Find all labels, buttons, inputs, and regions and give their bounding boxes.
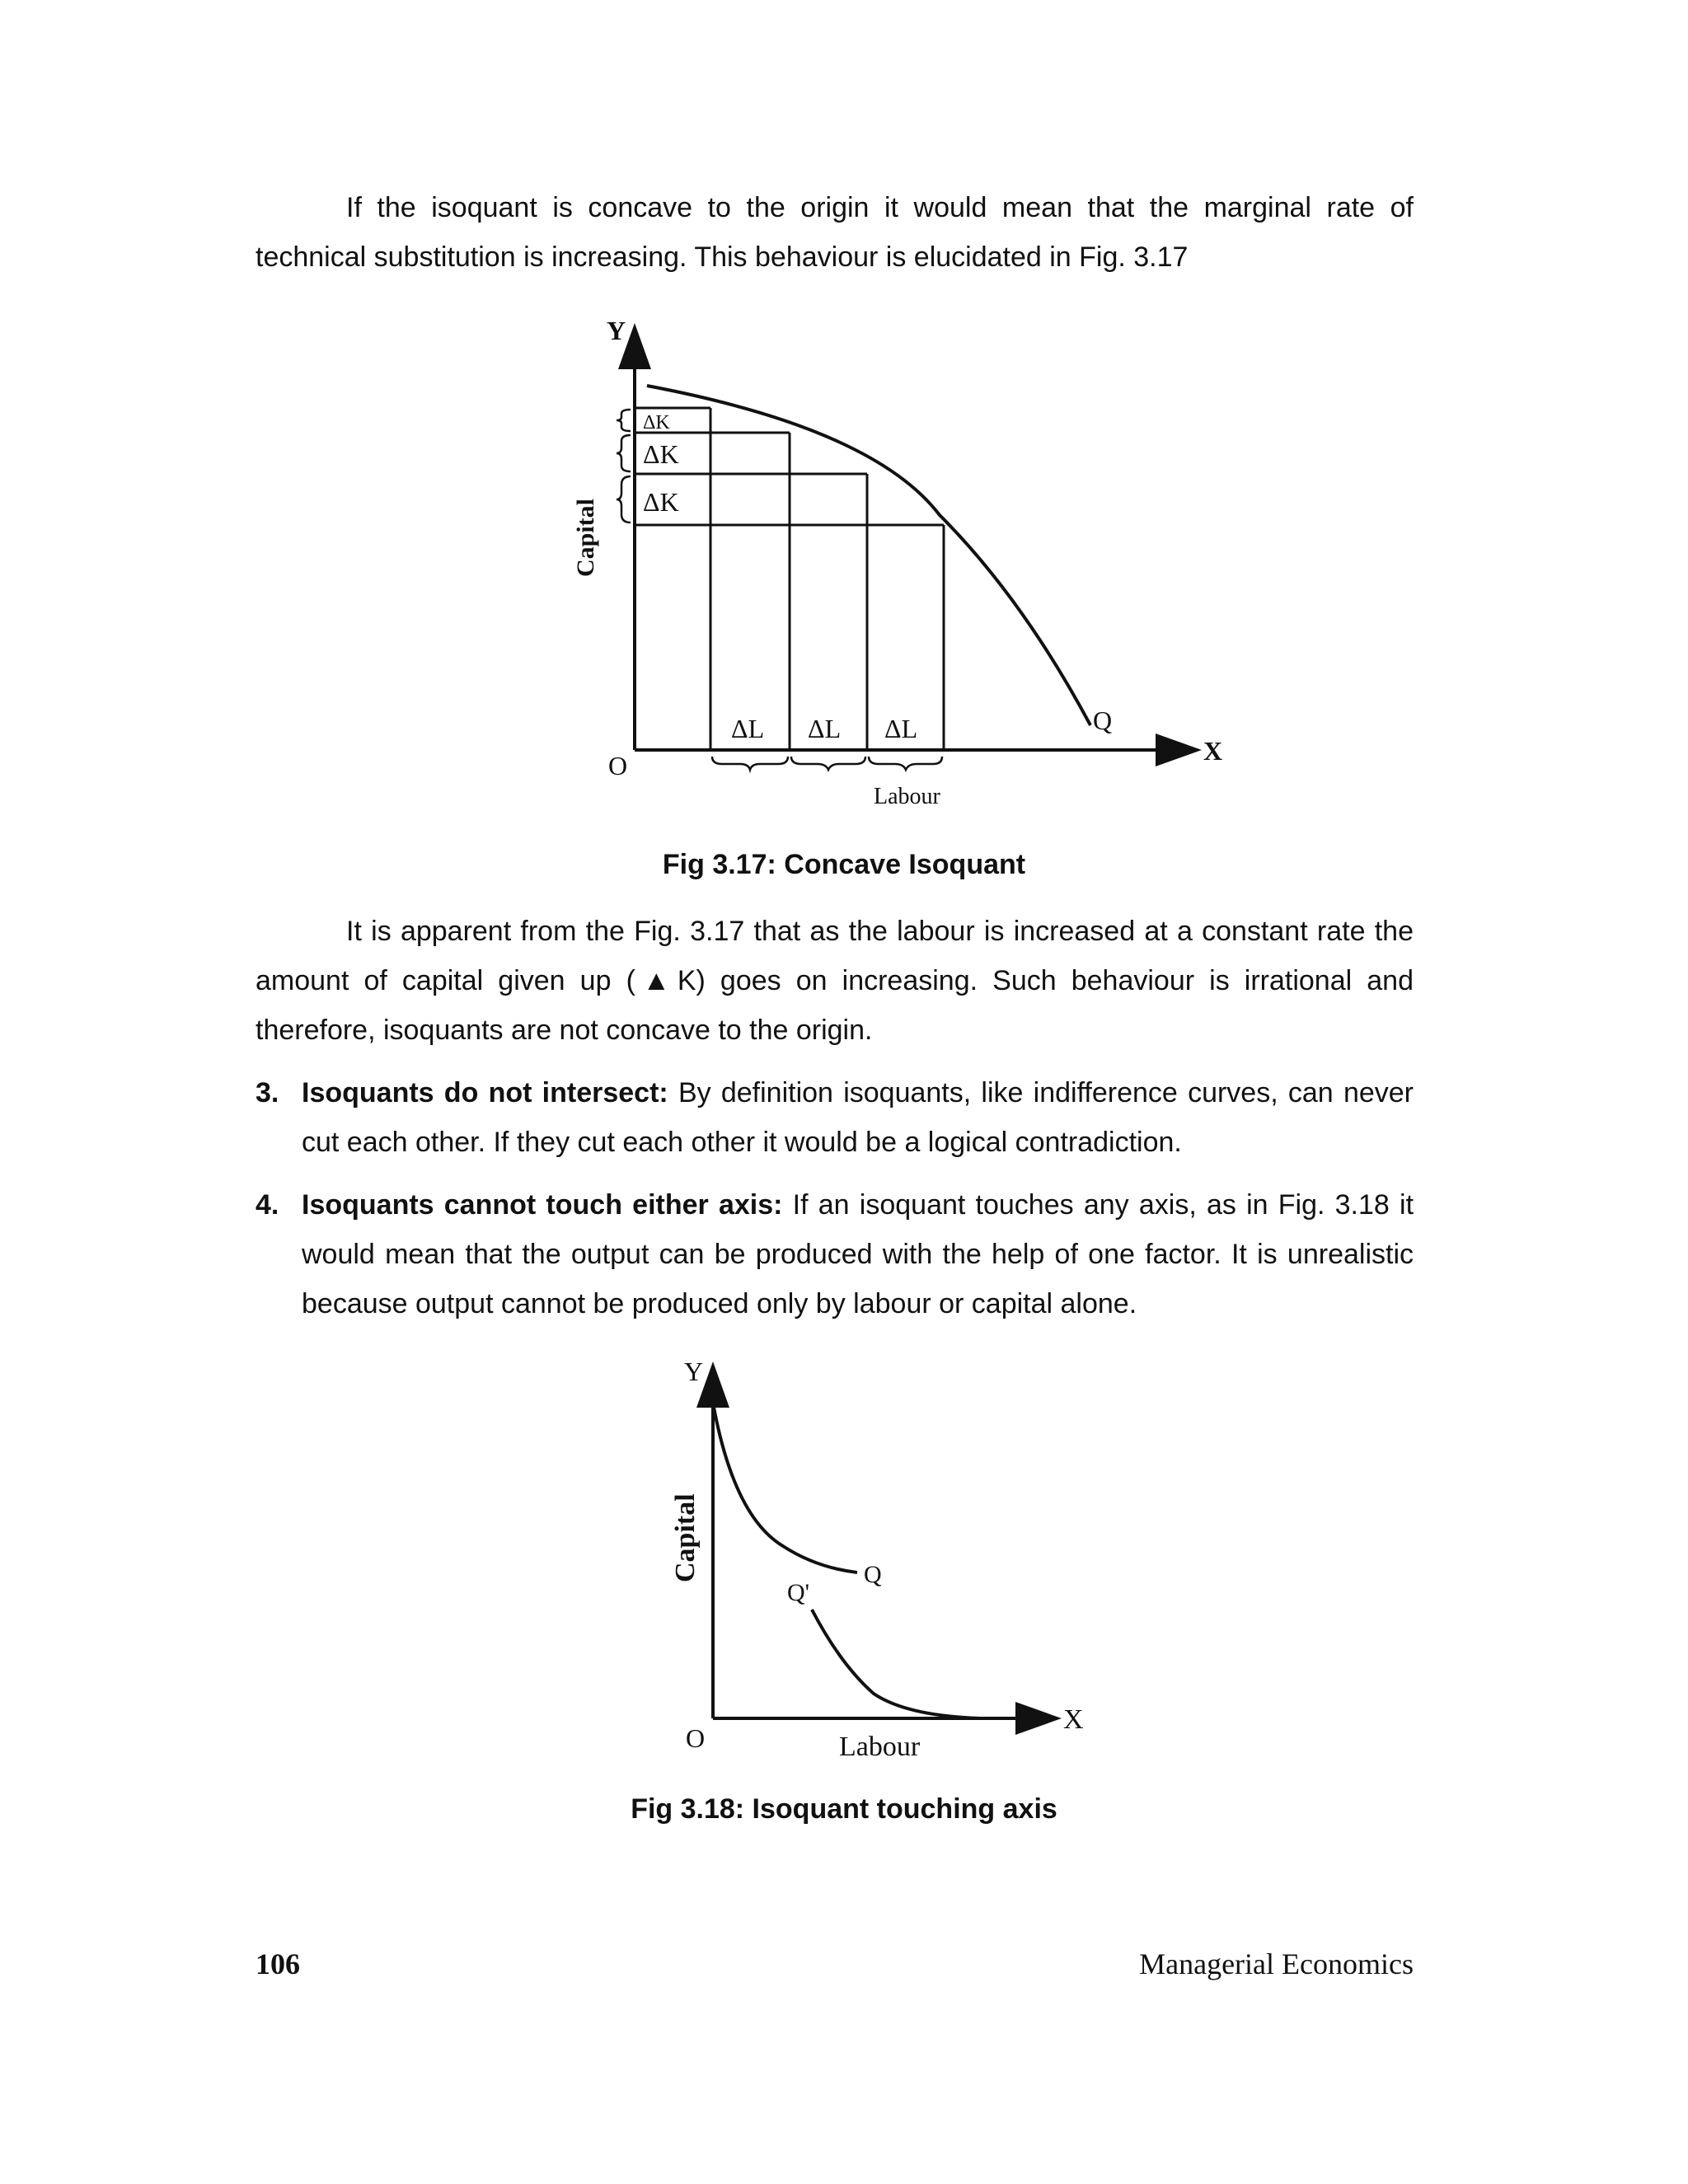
- isoquant-touching-axis-diagram: [651, 1352, 1113, 1780]
- delta-l-label-3: ΔL: [884, 714, 918, 743]
- figure-1-caption: Fig 3.17: Concave Isoquant: [662, 849, 1026, 880]
- isoquant-q-prime-curve: [812, 1610, 981, 1718]
- list-heading: Isoquants do not intersect:: [302, 1077, 668, 1108]
- delta-k-label-2: ΔK: [643, 439, 679, 469]
- origin-label: O: [686, 1723, 706, 1753]
- list-text: If an isoquant touches any axis, as in Fig. 3.18 it would mean that the output can be produced with the help of one factor. It is unrealistic because output cannot be produced only by labour or capital alone.: [302, 1189, 1414, 1319]
- curve-q-prime-label: Q': [787, 1579, 810, 1606]
- delta-l-label-2: ΔL: [808, 714, 842, 743]
- delta-l-brace-3: [869, 757, 942, 770]
- figure-isoquant-touching-axis: [651, 1352, 1113, 1784]
- concave-isoquant-curve: [647, 386, 1090, 725]
- delta-l-brace-1: [712, 757, 788, 770]
- figure-2-caption: Fig 3.18: Isoquant touching axis: [631, 1793, 1057, 1825]
- curve-q-label: Q: [864, 1561, 882, 1588]
- y-axis-letter: Y: [684, 1357, 704, 1386]
- intro-paragraph: If the isoquant is concave to the origin it would mean that the marginal rate of technical substitution is increasing. This behaviour is elucidated in Fig. 3.17: [256, 192, 1414, 273]
- delta-k-label-3: ΔK: [643, 487, 679, 517]
- capital-axis-title: Capital: [670, 1493, 701, 1582]
- curve-q-label: Q: [1093, 705, 1113, 735]
- y-axis-letter: Y: [607, 316, 626, 345]
- page-number: 106: [256, 1947, 300, 1980]
- capital-axis-title: Capital: [572, 498, 599, 577]
- delta-l-label-1: ΔL: [731, 714, 765, 743]
- origin-label: O: [608, 751, 628, 780]
- x-axis-letter: X: [1063, 1704, 1084, 1735]
- isoquant-q-curve: [713, 1403, 857, 1572]
- delta-k-brace-2: [617, 435, 631, 471]
- x-axis-letter: X: [1203, 736, 1223, 766]
- list-item-4: [256, 1180, 1414, 1329]
- concave-isoquant-diagram: [528, 313, 1253, 824]
- list-text: By definition isoquants, like indifference curves, can never cut each other. If they cut each other it would be a logical contradiction.: [302, 1077, 1414, 1158]
- list-heading: Isoquants cannot touch either axis:: [302, 1189, 783, 1221]
- figure-concave-isoquant: [528, 313, 1253, 828]
- book-title: Managerial Economics: [1139, 1947, 1414, 1980]
- delta-k-brace-3: [617, 476, 631, 523]
- list-number: 3.: [256, 1077, 279, 1108]
- delta-k-label-1: ΔK: [643, 412, 670, 434]
- labour-axis-title: Labour: [874, 784, 940, 809]
- paragraph-2: It is apparent from the Fig. 3.17 that as the labour is increased at a constant rate the amount of capital given up (▲K) goes on increasing. Such behaviour is irrational and therefore, isoquants are not concave to the origin.: [256, 916, 1414, 1046]
- delta-l-brace-2: [791, 757, 865, 770]
- list-number: 4.: [256, 1189, 279, 1221]
- labour-axis-title: Labour: [839, 1732, 921, 1762]
- delta-k-brace-1: [617, 410, 631, 431]
- list-item-3: [256, 1068, 1414, 1167]
